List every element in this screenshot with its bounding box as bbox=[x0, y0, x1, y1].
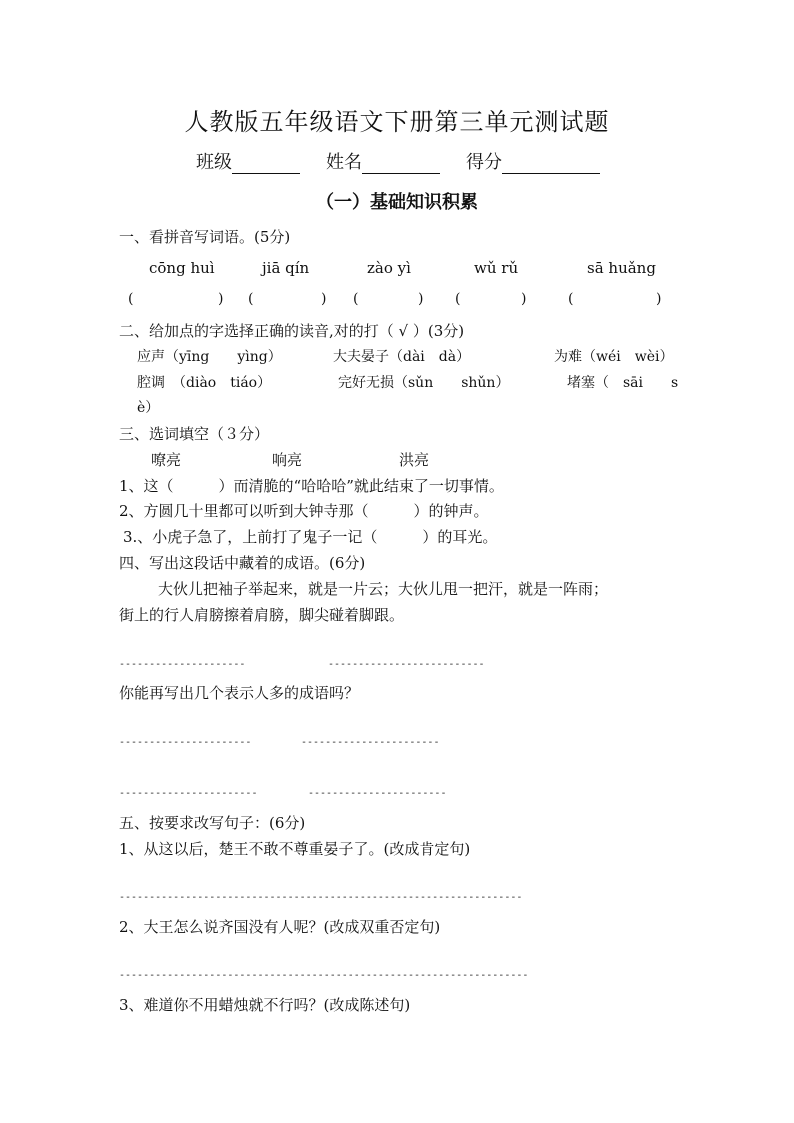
answer-box-4-open: ( bbox=[455, 291, 461, 307]
q1-heading: 一、看拼音写词语。(5分) bbox=[119, 228, 291, 246]
q4-answer-line-1[interactable]: --------------------- bbox=[119, 659, 246, 670]
name-field bbox=[326, 148, 440, 174]
q4-answer-line-6[interactable]: ----------------------- bbox=[308, 788, 447, 799]
score-field bbox=[466, 148, 600, 174]
q4-answer-line-2[interactable]: -------------------------- bbox=[328, 659, 485, 670]
q3-sentence-1: 1、这（ ）而清脆的“哈哈哈”就此结束了一切事情。 bbox=[119, 477, 504, 495]
q4-answer-line-3[interactable]: ---------------------- bbox=[119, 737, 252, 748]
page-title: 人教版五年级语文下册第三单元测试题 bbox=[184, 108, 610, 136]
q4-paragraph-line-2: 街上的行人肩膀擦着肩膀，脚尖碰着脚跟。 bbox=[119, 606, 405, 624]
answer-box-1-close: ) bbox=[218, 291, 224, 307]
q2-item-6: 堵塞（ sāi s bbox=[567, 375, 679, 391]
class-blank[interactable] bbox=[232, 155, 300, 174]
q2-item-6-wrap: è） bbox=[137, 400, 160, 416]
q2-item-5: 完好无损（sǔn shǔn） bbox=[338, 375, 510, 391]
answer-box-5-close: ) bbox=[656, 291, 662, 307]
q3-heading: 三、选词填空（３分） bbox=[119, 425, 270, 443]
section-title: （一）基础知识积累 bbox=[316, 192, 478, 213]
q4-answer-line-4[interactable]: ----------------------- bbox=[301, 737, 440, 748]
pinyin-3: zào yì bbox=[367, 259, 411, 277]
q4-paragraph-line-1: 大伙儿把袖子举起来，就是一片云；大伙儿甩一把汗，就是一阵雨； bbox=[158, 580, 609, 598]
q5-sentence-2: 2、大王怎么说齐国没有人呢？(改成双重否定句) bbox=[119, 918, 441, 936]
pinyin-1: cōng huì bbox=[149, 259, 215, 277]
q2-item-4: 腔调 （diào tiáo） bbox=[137, 375, 272, 391]
q5-answer-line-2[interactable]: -------------------------------------------------------------------- bbox=[119, 970, 529, 981]
q4-followup: 你能再写出几个表示人多的成语吗？ bbox=[119, 684, 360, 702]
answer-box-3-close: ) bbox=[418, 291, 424, 307]
class-label: 班级 bbox=[196, 152, 232, 173]
q2-heading: 二、给加点的字选择正确的读音,对的打（ √ ）(3分) bbox=[119, 322, 465, 340]
pinyin-4: wǔ rǔ bbox=[474, 259, 519, 277]
answer-box-3-open: ( bbox=[353, 291, 359, 307]
q2-item-1: 应声（yīng yìng） bbox=[137, 349, 282, 365]
q3-option-2: 响亮 bbox=[272, 451, 303, 469]
q5-answer-line-1[interactable]: ------------------------------------------------------------------- bbox=[119, 892, 523, 903]
q3-sentence-2: 2、方圆几十里都可以听到大钟寺那（ ）的钟声。 bbox=[119, 502, 489, 520]
answer-box-5-open: ( bbox=[568, 291, 574, 307]
score-label: 得分 bbox=[466, 152, 502, 173]
answer-box-2-open: ( bbox=[248, 291, 254, 307]
class-field bbox=[196, 148, 300, 174]
q4-heading: 四、写出这段话中藏着的成语。(6分) bbox=[119, 554, 366, 572]
q5-sentence-3: 3、难道你不用蜡烛就不行吗？(改成陈述句) bbox=[119, 996, 411, 1014]
name-blank[interactable] bbox=[362, 155, 440, 174]
q5-heading: 五、按要求改写句子：(6分) bbox=[119, 814, 306, 832]
answer-box-4-close: ) bbox=[521, 291, 527, 307]
pinyin-5: sā huǎng bbox=[587, 259, 656, 277]
answer-box-2-close: ) bbox=[321, 291, 327, 307]
q3-option-3: 洪亮 bbox=[399, 451, 430, 469]
answer-box-1-open: ( bbox=[128, 291, 134, 307]
q4-answer-line-5[interactable]: ----------------------- bbox=[119, 788, 258, 799]
q3-sentence-3: 3.、小虎子急了，上前打了鬼子一记（ ）的耳光。 bbox=[123, 528, 498, 546]
score-blank[interactable] bbox=[502, 155, 600, 174]
q5-sentence-1: 1、从这以后，楚王不敢不尊重晏子了。(改成肯定句) bbox=[119, 840, 471, 858]
q2-item-3: 为难（wéi wèi） bbox=[554, 349, 674, 365]
name-label: 姓名 bbox=[326, 152, 362, 173]
pinyin-2: jiā qín bbox=[262, 259, 310, 277]
q2-item-2: 大夫晏子（dài dà） bbox=[333, 349, 471, 365]
q3-option-1: 嘹亮 bbox=[151, 451, 182, 469]
